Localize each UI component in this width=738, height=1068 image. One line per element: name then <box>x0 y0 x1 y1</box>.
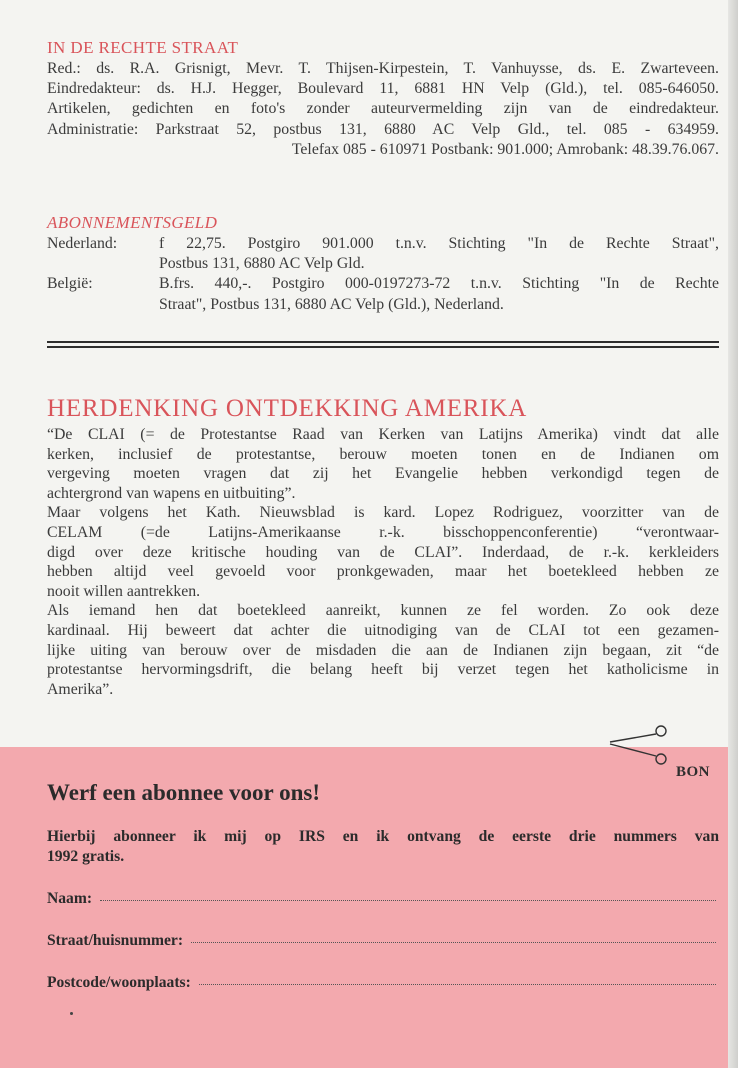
country-label: Nederland: <box>47 235 118 252</box>
divider-rule-top <box>47 341 719 343</box>
postcode-city-field-label: Postcode/woonplaats: <box>47 974 191 991</box>
country-label: België: <box>47 275 93 293</box>
chief-editor-line: Eindredakteur: ds. H.J. Hegger, Boulevard 11, 6881 HN Velp (Gld.), tel. 085-646050. <box>47 80 719 98</box>
page-edge-shadow <box>728 0 738 1068</box>
article-title: HERDENKING ONTDEKKING AMERIKA <box>47 395 528 422</box>
article-line: hebben altijd veel gevoeld voor pronkgewaden, maar het boetekleed hebben ze <box>47 563 719 581</box>
street-field[interactable] <box>47 932 716 950</box>
scissors-icon <box>608 722 668 768</box>
street-field-label: Straat/huisnummer: <box>47 932 184 949</box>
subscription-detail-line: B.frs. 440,-. Postgiro 000-0197273-72 t.n.v. Stichting "In de Rechte <box>159 275 719 293</box>
subscription-details <box>159 234 719 274</box>
coupon-intro <box>47 827 719 867</box>
subscription-detail-line: Straat", Postbus 131, 6880 AC Velp (Gld.), Nederland. <box>159 295 504 313</box>
postcode-city-field[interactable] <box>47 974 716 992</box>
subscription-details <box>159 274 719 314</box>
subscription-row-belgium <box>47 274 719 314</box>
print-speck <box>70 1012 73 1015</box>
article-line: Maar volgens het Kath. Nieuwsblad is kard. Lopez Rodriguez, voorzitter van de <box>47 504 719 522</box>
coupon-intro-line: 1992 gratis. <box>47 848 125 865</box>
coupon-title: Werf een abonnee voor ons! <box>47 780 321 805</box>
bon-label: BON <box>676 764 711 780</box>
subscription-title: ABONNEMENTSGELD <box>47 213 218 232</box>
article-line: nooit willen aantrekken. <box>47 582 201 600</box>
subscription-fees <box>47 213 719 315</box>
article-line: lijke uiting van berouw over de misdaden die aan de Indianen zijn begaan, zit “de <box>47 641 719 659</box>
street-field-line[interactable] <box>191 942 716 943</box>
article-line: kerken, inclusief de protestantse, berouw moeten tonen en de Indianen om <box>47 445 719 463</box>
name-field-line[interactable] <box>100 900 716 901</box>
article-line: kardinaal. Hij beweert dat achter die uitnodiging van de CLAI tot een gezamen- <box>47 621 719 639</box>
article-line: digd over deze kritische houding van de CLAI”. Inderdaad, de r.-k. kerkleiders <box>47 543 719 561</box>
telefax-bank-line: Telefax 085 - 610971 Postbank: 901.000; Amrobank: 48.39.76.067. <box>291 140 719 158</box>
masthead-title: IN DE RECHTE STRAAT <box>47 38 239 57</box>
articles-note-line: Artikelen, gedichten en foto's zonder auteurvermelding zijn van de eindredakteur. <box>47 100 719 118</box>
coupon-intro-line: Hierbij abonneer ik mij op IRS en ik ontvang de eerste drie nummers van <box>47 828 719 845</box>
masthead-colophon <box>47 38 719 160</box>
article-line: Amerika”. <box>47 680 114 698</box>
editors-line: Red.: ds. R.A. Grisnigt, Mevr. T. Thijsen-Kirpestein, T. Vanhuysse, ds. E. Zwarteveen. <box>47 60 719 77</box>
name-field-label: Naam: <box>47 890 93 907</box>
article-line: protestantse hervormingsdrift, die belang heeft bij verzet tegen het katholicisme in <box>47 661 719 679</box>
administration-line: Administratie: Parkstraat 52, postbus 131, 6880 AC Velp Gld., tel. 085 - 634959. <box>47 120 719 138</box>
article-line: vergeving moeten vragen dat zij het Evangelie hebben verkondigd tegen de <box>47 465 719 483</box>
postcode-city-field-line[interactable] <box>199 984 716 985</box>
article-line: Als iemand hen dat boetekleed aanreikt, kunnen ze fel worden. Zo ook deze <box>47 602 719 620</box>
article-line: achtergrond van wapens en uitbuiting”. <box>47 484 296 502</box>
article-herdenking <box>47 395 719 699</box>
subscription-detail-line: f 22,75. Postgiro 901.000 t.n.v. Stichting "In de Rechte Straat", <box>159 235 719 252</box>
name-field[interactable] <box>47 890 716 908</box>
subscription-row-netherlands <box>47 234 719 274</box>
subscription-detail-line: Postbus 131, 6880 AC Velp Gld. <box>159 255 365 273</box>
divider-rule-bottom <box>47 346 719 348</box>
article-line: “De CLAI (= de Protestantse Raad van Kerken van Latijns Amerika) vindt dat alle <box>47 426 719 443</box>
article-line: CELAM (=de Latijns-Amerikaanse r.-k. bisschoppenconferentie) “verontwaar- <box>47 523 719 541</box>
